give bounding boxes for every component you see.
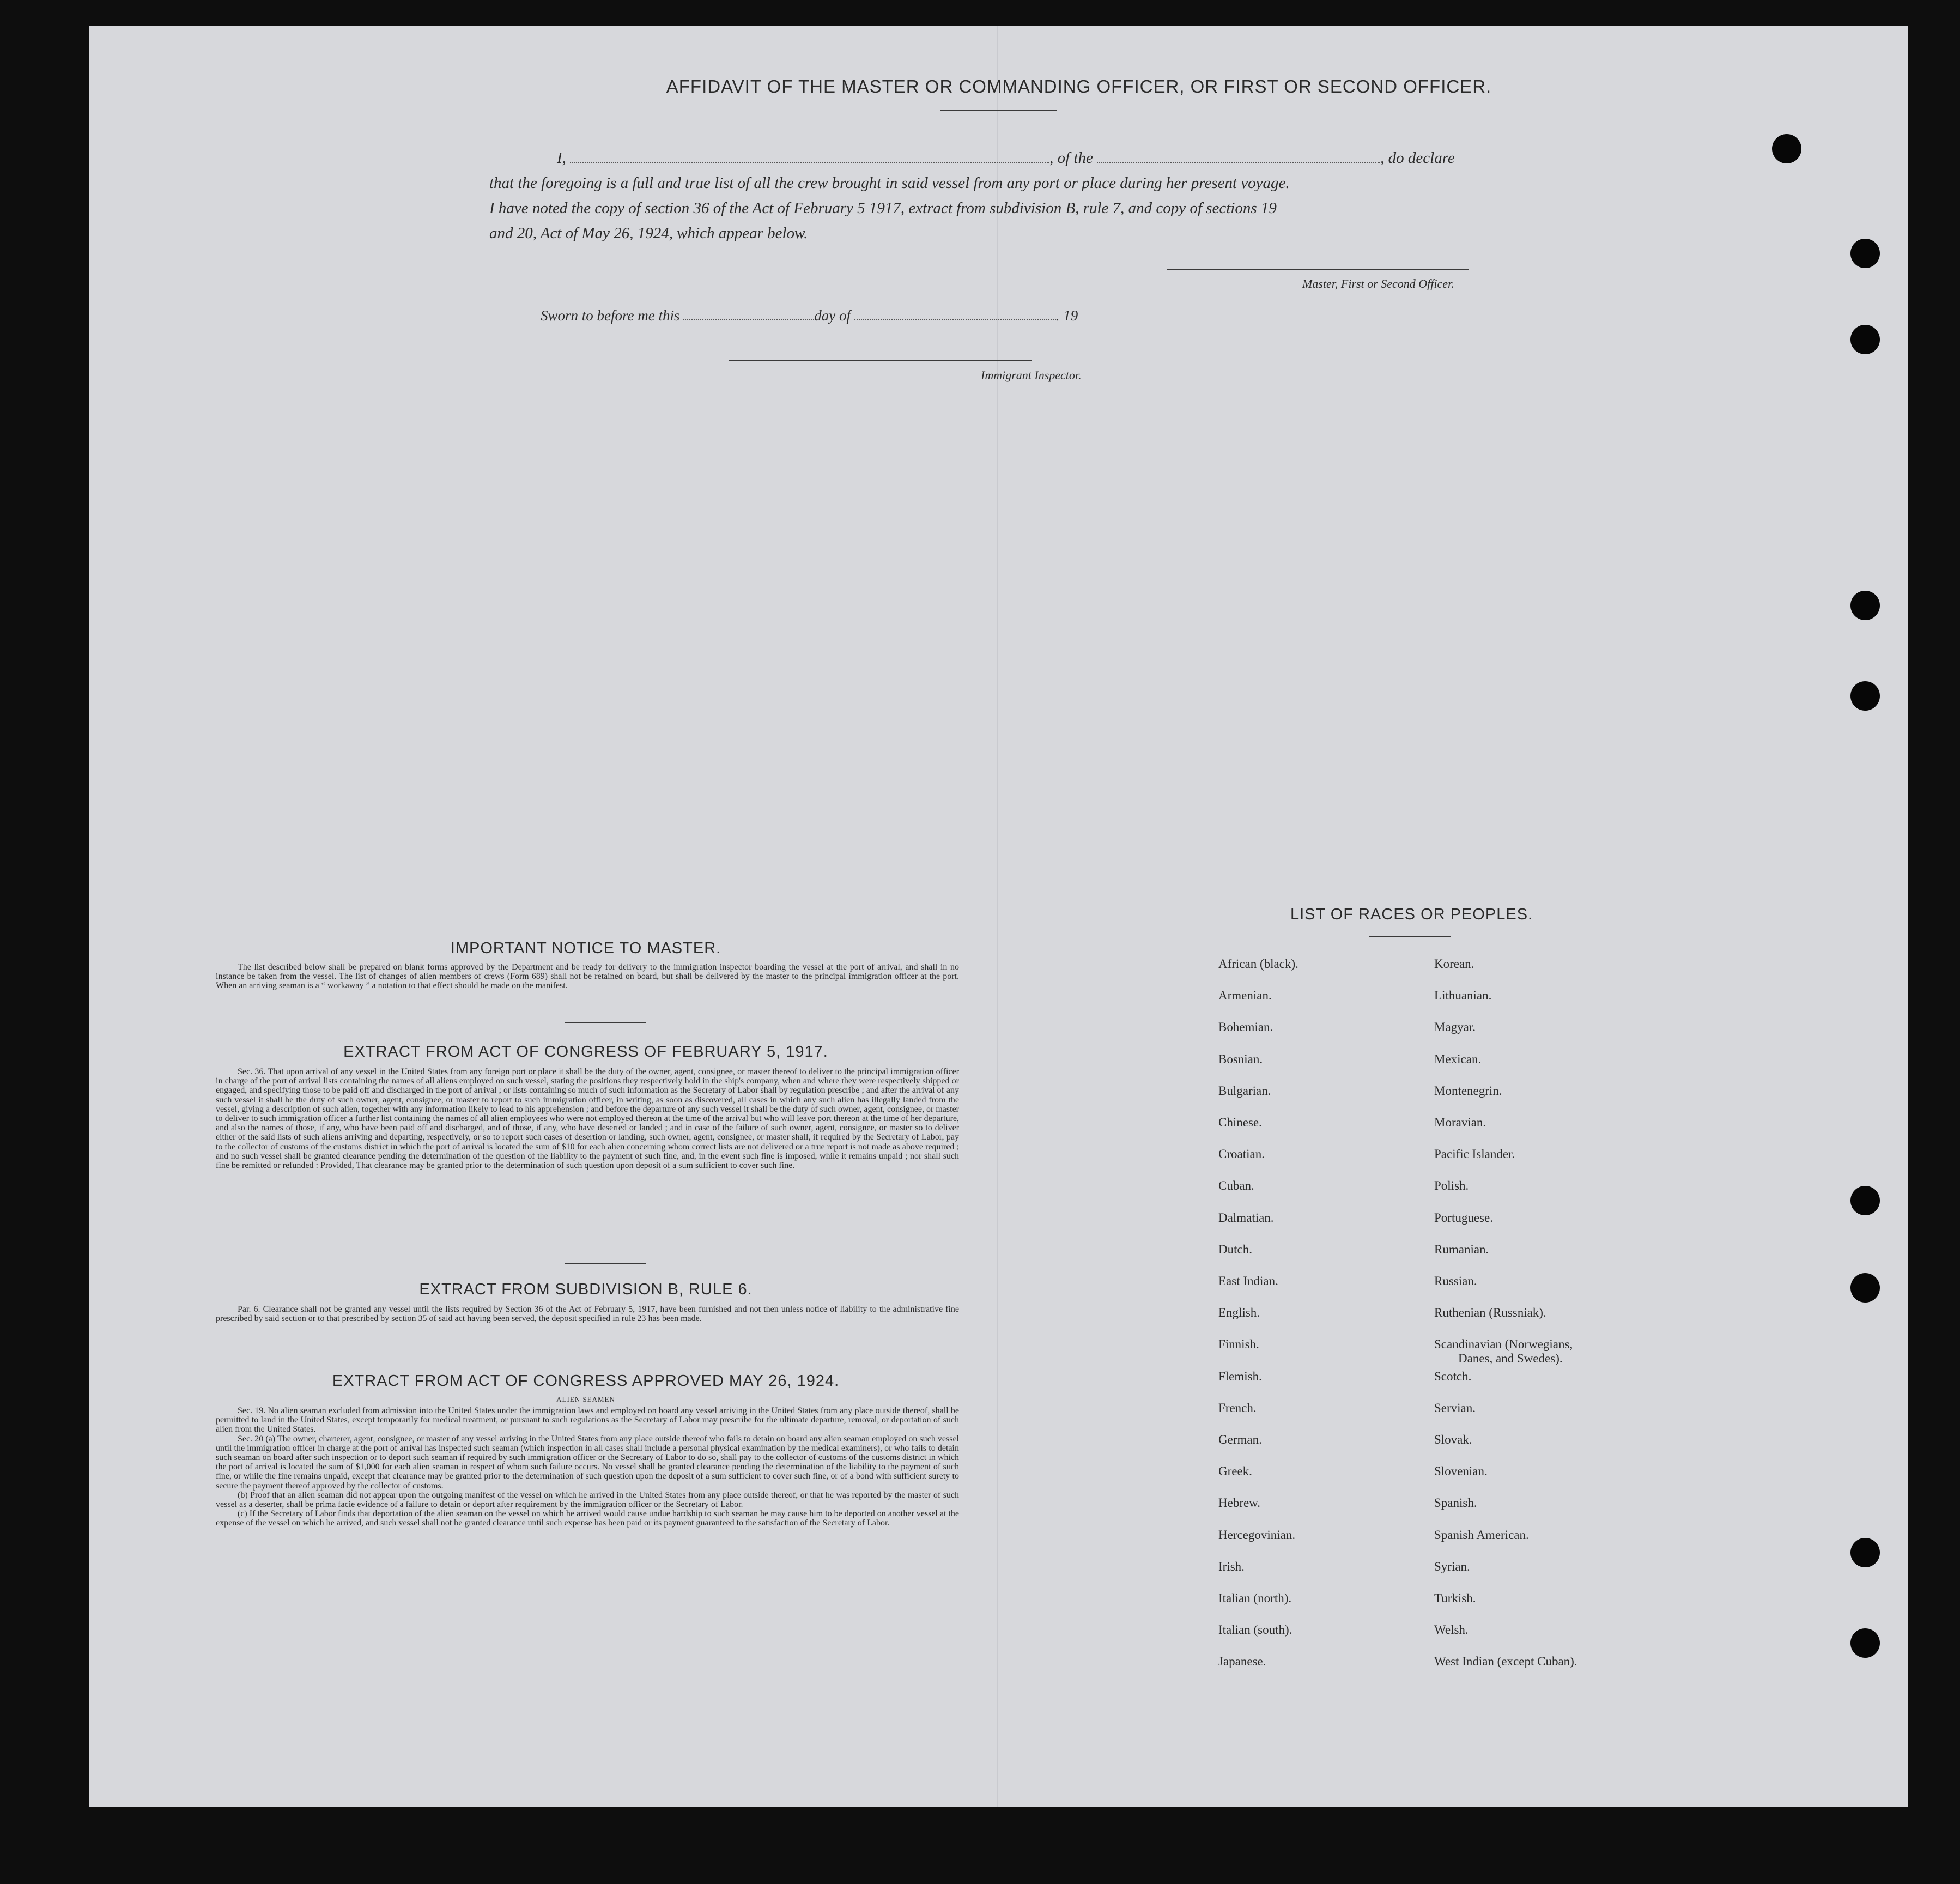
race-item: Spanish. <box>1434 1496 1477 1510</box>
race-item: English. <box>1218 1306 1260 1320</box>
race-item: Magyar. <box>1434 1020 1476 1034</box>
race-item: Syrian. <box>1434 1559 1470 1573</box>
affidavit-title: AFFIDAVIT OF THE MASTER OR COMMANDING OFFICER, OR FIRST OR SECOND OFFICER. <box>666 76 1492 96</box>
affidavit-line-4: and 20, Act of May 26, 1924, which appear below. <box>489 225 808 242</box>
alien-seamen-subtitle: ALIEN SEAMEN <box>556 1395 615 1403</box>
race-item: East Indian. <box>1218 1274 1278 1288</box>
race-item: Bosnian. <box>1218 1052 1263 1066</box>
race-item: Turkish. <box>1434 1591 1476 1605</box>
race-item: Mexican. <box>1434 1052 1482 1066</box>
race-item: Scandinavian (Norwegians, <box>1434 1337 1573 1352</box>
races-title-underline <box>1369 936 1451 937</box>
extract-1924-title: EXTRACT FROM ACT OF CONGRESS APPROVED MAY 26, 1924. <box>332 1372 840 1390</box>
punch-hole <box>1850 1628 1880 1658</box>
race-item: Slovenian. <box>1434 1464 1488 1479</box>
section-divider <box>565 1022 646 1023</box>
sworn-prefix: Sworn to before me this <box>541 307 680 324</box>
paper-page <box>89 26 1908 1807</box>
races-title: LIST OF RACES OR PEOPLES. <box>1290 906 1533 923</box>
race-item: Bulgarian. <box>1218 1083 1271 1098</box>
master-signature-caption: Master, First or Second Officer. <box>1302 277 1454 290</box>
race-item: Flemish. <box>1218 1369 1262 1383</box>
race-item: Ruthenian (Russniak). <box>1434 1306 1546 1320</box>
race-item: Russian. <box>1434 1274 1477 1288</box>
affidavit-line-2: that the foregoing is a full and true list of all the crew brought in said vessel from any port or place during her present voyage. <box>489 174 1290 192</box>
race-item: Bohemian. <box>1218 1020 1273 1034</box>
race-item: Irish. <box>1218 1559 1245 1573</box>
race-item: African (black). <box>1218 957 1298 971</box>
race-item: French. <box>1218 1401 1257 1415</box>
punch-hole <box>1850 239 1880 268</box>
punch-hole <box>1850 1273 1880 1303</box>
race-item: Greek. <box>1218 1464 1252 1479</box>
title-underline <box>940 110 1057 111</box>
punch-hole <box>1772 134 1801 163</box>
race-item: Pacific Islander. <box>1434 1147 1515 1161</box>
race-item: Lithuanian. <box>1434 989 1492 1003</box>
inspector-signature-line[interactable] <box>729 360 1032 361</box>
punch-hole <box>1850 1538 1880 1567</box>
section-divider <box>565 1263 646 1264</box>
sworn-month-field[interactable] <box>854 307 1056 320</box>
rule-6-title: EXTRACT FROM SUBDIVISION B, RULE 6. <box>419 1281 753 1298</box>
race-item: Scotch. <box>1434 1369 1472 1383</box>
declarant-prefix: I, <box>557 149 566 167</box>
rule-6-body <box>216 1305 959 1323</box>
race-item: Cuban. <box>1218 1179 1254 1193</box>
race-item: Italian (north). <box>1218 1591 1292 1605</box>
race-item: Rumanian. <box>1434 1242 1489 1256</box>
race-item: Dutch. <box>1218 1242 1252 1256</box>
punch-hole <box>1850 591 1880 620</box>
declarant-name-field[interactable] <box>570 150 1049 163</box>
race-scandinavian-continued: Danes, and Swedes). <box>1458 1352 1563 1365</box>
race-item: Montenegrin. <box>1434 1083 1502 1098</box>
notice-body <box>216 962 959 991</box>
master-signature-line[interactable] <box>1167 269 1469 270</box>
race-item: Portuguese. <box>1434 1210 1493 1225</box>
race-item: Slovak. <box>1434 1433 1472 1446</box>
race-item: Armenian. <box>1218 989 1272 1003</box>
punch-hole <box>1850 325 1880 354</box>
center-fold <box>997 26 998 1807</box>
sec-19-paragraph: Sec. 19. No alien seaman excluded from admission into the United States under the immigration laws and employed on board any vessel arriving in the United States from any place outside thereof, shall be permitted to land in the United States, except temporarily for medical treatment, or pursuant to such regulations as the Secretary of Labor may prescribe for the ultimate departure, removal, or deportation of such alien from the United States. <box>216 1406 959 1434</box>
declare-label: , do declare <box>1380 149 1455 167</box>
day-of-label: day of <box>814 307 851 324</box>
punch-hole <box>1850 1186 1880 1215</box>
punch-hole <box>1850 681 1880 711</box>
race-item: Hercegovinian. <box>1218 1528 1296 1542</box>
race-item: Dalmatian. <box>1218 1210 1274 1225</box>
race-item: German. <box>1218 1433 1262 1446</box>
affidavit-line-1 <box>557 149 1505 167</box>
race-item: Korean. <box>1434 957 1474 971</box>
notice-title: IMPORTANT NOTICE TO MASTER. <box>450 940 721 957</box>
race-item: Servian. <box>1434 1401 1476 1415</box>
sec-20a-paragraph: Sec. 20 (a) The owner, charterer, agent, consignee, or master of any vessel arriving in the United States from any place outside thereof who fails to detain on board any alien seaman employed on such vessel until the immigration officer in charge at the port of arrival has inspected such seaman (which inspection in all cases shall include a personal physical examination by the medical examiners), or who fails to detain such seaman on board after such inspection or to deport such seaman if required by such immigration officer or the Secretary of Labor to do so, shall pay to the collector of customs of the customs district in which the port of arrival is located the sum of $1,000 for each alien seaman in respect of whom such failure occurs. No vessel shall be granted clearance pending the determination of the liability to the payment of such fine, or while the fine remains unpaid, except that clearance may be granted prior to the determination of such question upon the deposit of a sum sufficient to cover such fine, or of a bond with sufficient surety to secure the payment thereof approved by the collector of customs. <box>216 1434 959 1491</box>
affidavit-line-3: I have noted the copy of section 36 of the Act of February 5 1917, extract from subdivision B, rule 7, and copy of sections 19 <box>489 199 1277 217</box>
section-36-paragraph: Sec. 36. That upon arrival of any vessel in the United States from any foreign port or place it shall be the duty of the owner, agent, consignee, or master thereof to deliver to the principal immigration officer in charge of the port of arrival lists containing the names of all aliens employed on such vessel, stating the positions they respectively hold in the ship's company, when and where they were respectively shipped or engaged, and specifying those to be paid off and discharged in the port of arrival ; or lists containing so much of such information as the Secretary of Labor shall by regulation prescribe ; and after the arrival of any such vessel it shall be the duty of such owner, agent, consignee, or master to report to such immigration officer, in writing, as soon as discovered, all cases in which any such alien has illegally landed from the vessel, giving a description of such alien, together with any information likely to lead to his apprehension ; and before the departure of any such vessel it shall be the duty of such owner, agent, consignee, or master to deliver to such immigration officer a further list containing the names of all alien employees who were not employed thereon at the time of the arrival but who will leave port thereon at the time of her departure, and also the names of those, if any, who have been paid off and discharged, and of those, if any, who have deserted or landed ; and in case of the failure of such owner, agent, consignee, or master so to deliver either of the said lists of such aliens arriving and departing, respectively, or so to report such cases of desertion or landing, such owner, agent, consignee, or master shall, if required by the Secretary of Labor, pay to the collector of customs of the customs district in which the port of arrival is located the sum of $10 for each alien concerning whom correct lists are not delivered or a true report is not made as above required ; and no such vessel shall be granted clearance pending the determination of the question of the liability to the payment of such fine, and, in the event such fine is imposed, while it remains unpaid ; nor shall such fine be remitted or refunded : Provided, That clearance may be granted prior to the determination of such question upon deposit of a sum sufficient to cover such fine. <box>216 1067 959 1171</box>
race-item: West Indian (except Cuban). <box>1434 1655 1577 1669</box>
race-item: Welsh. <box>1434 1623 1469 1637</box>
sec-20b-paragraph: (b) Proof that an alien seaman did not appear upon the outgoing manifest of the vessel on which he arrived in the United States from any place outside thereof, or that he was reported by the master of such vessel as a deserter, shall be prima facie evidence of a failure to detain or deport after requirement by the immigration officer or the Secretary of Labor. <box>216 1490 959 1510</box>
race-item: Italian (south). <box>1218 1623 1292 1637</box>
sworn-line <box>541 307 1140 324</box>
race-item: Spanish American. <box>1434 1528 1529 1542</box>
race-item: Finnish. <box>1218 1337 1259 1352</box>
race-item: Chinese. <box>1218 1116 1262 1129</box>
race-item: Croatian. <box>1218 1147 1265 1161</box>
race-item: Hebrew. <box>1218 1496 1261 1510</box>
race-item: Japanese. <box>1218 1655 1266 1669</box>
of-the-label: , of the <box>1049 149 1093 167</box>
year-label: . 19 <box>1055 307 1078 324</box>
vessel-name-field[interactable] <box>1097 150 1380 163</box>
par-6-paragraph: Par. 6. Clearance shall not be granted any vessel until the lists required by Section 36 of the Act of February 5, 1917, have been furnished and not then unless notice of liability to the administrative fine prescribed by said section or to that prescribed by section 35 of said act having been served, the deposit specified in rule 23 has been made. <box>216 1305 959 1324</box>
sec-20c-paragraph: (c) If the Secretary of Labor finds that deportation of the alien seaman on the vessel on which he arrived would cause undue hardship to such seaman he may cause him to be deported on another vessel at the expense of the vessel on which he arrived, and such vessel shall not be granted clearance until such expense has been paid or its payment guaranteed to the satisfaction of the Secretary of Labor. <box>216 1509 959 1528</box>
inspector-signature-caption: Immigrant Inspector. <box>981 368 1082 382</box>
notice-paragraph: The list described below shall be prepared on blank forms approved by the Department and be ready for delivery to the immigration inspector boarding the vessel at the port of arrival, and shall in no instance be taken from the vessel. The list of changes of alien members of crews (Form 689) shall not be retained on board, but shall be delivered by the master to the principal immigration officer at the port. When an arriving seaman is a “ workaway ” a notation to that effect should be made on the manifest. <box>216 962 959 991</box>
sworn-day-field[interactable] <box>683 307 814 320</box>
race-item: Moravian. <box>1434 1116 1486 1129</box>
extract-1917-body <box>216 1067 959 1170</box>
extract-1917-title: EXTRACT FROM ACT OF CONGRESS OF FEBRUARY 5, 1917. <box>343 1043 828 1061</box>
race-item: Polish. <box>1434 1179 1469 1193</box>
extract-1924-body <box>216 1406 959 1528</box>
